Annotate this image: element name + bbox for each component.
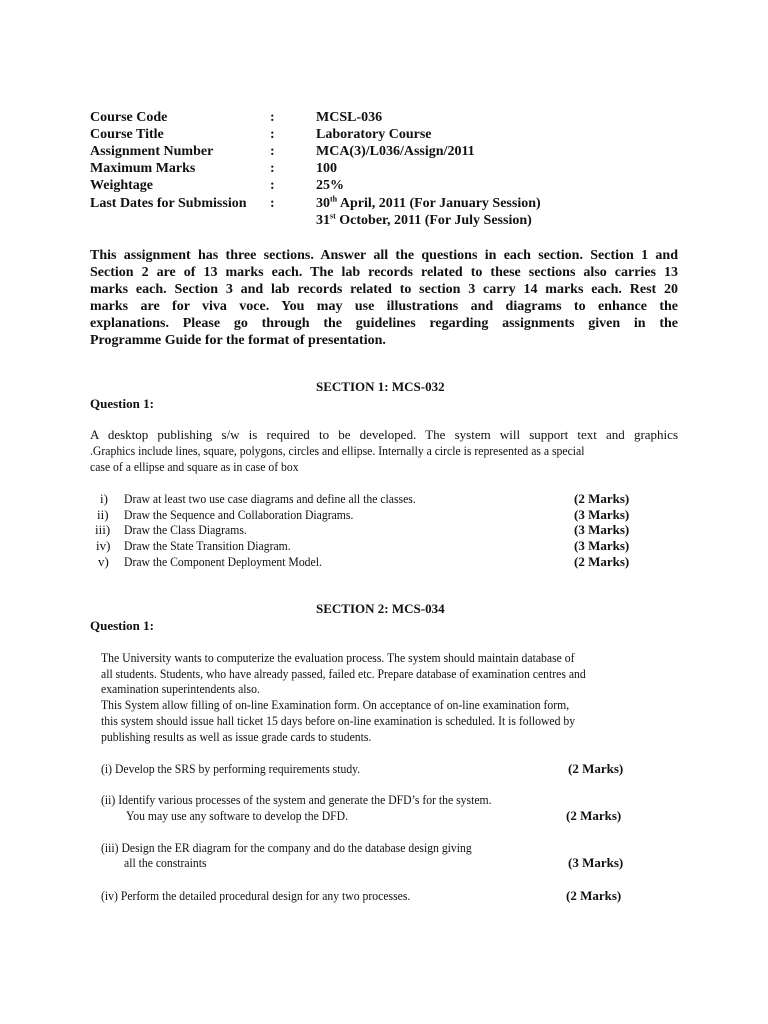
list-item-number: i) (100, 491, 108, 506)
submission-date-july: 31st October, 2011 (For July Session) (316, 211, 532, 228)
separator: : (270, 178, 275, 193)
list-item-text-continued: You may use any software to develop the DFD. (126, 808, 349, 823)
assignment-number-label: Assignment Number (90, 144, 214, 159)
section1-title: SECTION 1: MCS-032 (316, 379, 445, 394)
marks-label: (2 Marks) (566, 888, 622, 903)
section1-question-heading: Question 1: (90, 396, 154, 411)
marks-label: (3 Marks) (568, 855, 624, 870)
list-item-text: Draw the Component Deployment Model. (124, 554, 322, 569)
list-item-text: (iii) Design the ER diagram for the company and do the database design giving (101, 840, 472, 855)
list-item-text: (i) Develop the SRS by performing requirements study. (101, 761, 361, 776)
section2-title: SECTION 2: MCS-034 (316, 601, 445, 616)
maximum-marks-value: 100 (316, 161, 337, 176)
marks-label: (2 Marks) (574, 554, 630, 569)
list-item-number: ii) (97, 507, 109, 522)
list-item-text: (iv) Perform the detailed procedural design for any two processes. (101, 888, 411, 903)
assignment-number-value: MCA(3)/L036/Assign/2011 (316, 144, 475, 159)
section2-question-heading: Question 1: (90, 618, 154, 633)
list-item-text-continued: all the constraints (124, 855, 207, 870)
section1-question-text: A desktop publishing s/w is required to be developed. The system will support text and graphics .Graphics include lines, square, polygons, circles and ellipse. Internally a circle is represented as a special case of a ellipse and square as in case of box (90, 427, 678, 474)
marks-label: (3 Marks) (574, 538, 630, 553)
list-item-number: v) (98, 554, 109, 569)
list-item-number: iv) (96, 538, 111, 553)
weightage-value: 25% (316, 178, 344, 193)
separator: : (270, 196, 275, 211)
list-item-text: Draw the Sequence and Collaboration Diagrams. (124, 507, 354, 522)
marks-label: (3 Marks) (574, 522, 630, 537)
list-item-number: iii) (95, 522, 111, 537)
maximum-marks-label: Maximum Marks (90, 161, 196, 176)
course-title-value: Laboratory Course (316, 127, 432, 142)
marks-label: (3 Marks) (574, 507, 630, 522)
intro-paragraph: This assignment has three sections. Answer all the questions in each section. Section 1 and Section 2 are of 13 marks each. The lab records related to these sections also carries 13 marks each. Section 3 and lab records related to section 3 carry 14 marks each. Rest 20 marks are for viva voce. You may use illustrations and diagrams to enhance the explanations. Please go through the guidelines regarding assignments given in the Programme Guide for the format of presentation. (90, 248, 678, 348)
course-code-label: Course Code (90, 110, 168, 125)
submission-date-january: 30th April, 2011 (For January Session) (316, 194, 541, 211)
marks-label: (2 Marks) (574, 491, 630, 506)
separator: : (270, 144, 275, 159)
last-dates-label: Last Dates for Submission (90, 196, 247, 211)
marks-label: (2 Marks) (566, 808, 622, 823)
separator: : (270, 161, 275, 176)
course-title-label: Course Title (90, 127, 164, 142)
course-code-value: MCSL-036 (316, 110, 383, 125)
list-item-text: (ii) Identify various processes of the system and generate the DFD’s for the system. (101, 792, 492, 807)
list-item-text: Draw the Class Diagrams. (124, 522, 247, 537)
separator: : (270, 110, 275, 125)
weightage-label: Weightage (90, 178, 153, 193)
list-item-text: Draw the State Transition Diagram. (124, 538, 291, 553)
list-item-text: Draw at least two use case diagrams and define all the classes. (124, 491, 416, 506)
marks-label: (2 Marks) (568, 761, 624, 776)
separator: : (270, 127, 275, 142)
